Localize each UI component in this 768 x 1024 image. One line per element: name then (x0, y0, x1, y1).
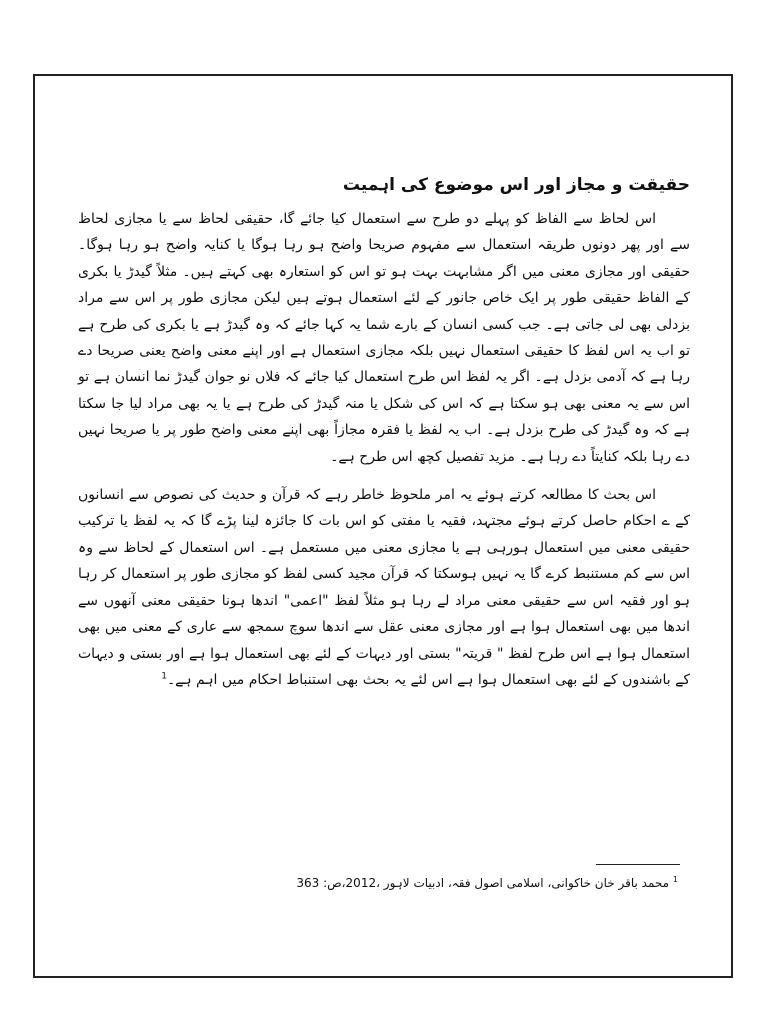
paragraph-2-text: اس بحث کا مطالعہ کرتے ہوئے یہ امر ملحوظ خاطر رہے کہ قرآن و حدیث کی نصوص سے انسانوں کے ے احکام حاصل کرتے ہوئے مجتہد، فقیہ یا مفتی کو اس بات کا جائزہ لینا پڑے گا کہ یہ لفظ یا ترکیب حقیقی معنی میں استعمال ہورہی ہے یا مجازی معنی میں مستعمل ہے۔ اس استعمال کے لحاظ سے وہ اس سے کم مستنبط کرے گا یہ نہیں ہوسکتا کہ قرآن مجید کسی لفظ کو مجازی طور پر استعمال کر رہا ہو اور فقیہ اس سے حقیقی معنی مراد لے رہا ہو مثلاً لفظ "اعمی" اندھا ہونا حقیقی معنی آنھوں سے اندھا میں بھی استعمال ہوا ہے اور مجازی معنی عقل سے اندھا سوچ سمجھ سے عاری کے معنی میں بھی استعمال ہوا ہے اس طرح لفظ " قریتہ" بستی اور دیہات کے لئے بھی استعمال ہوا ہے اور بستی و دیہات کے باشندوں کے لئے بھی استعمال ہوا ہے اس لئے یہ بحث بھی استنباط احکام میں اہم ہے۔ (78, 487, 690, 688)
paragraph-1-text: اس لحاظ سے الفاظ کو پہلے دو طرح سے استعمال کیا جائے گا، حقیقی لحاظ سے یا مجازی لحاظ سے اور پھر دونوں طریقہ استعمال سے مفہوم صریحا واضح ہو رہا ہوگا یا کنایہ واضح ہو رہا ہوگا۔ حقیقی اور مجازی معنی میں اگر مشابہت بہت ہو تو اس کو استعارہ بھی کہتے ہیں۔ مثلاً گیدڑ یا بکری کے الفاظ حقیقی طور پر ایک خاص جانور کے لئے استعمال ہوتے ہیں لیکن مجازی طور پر اس سے مراد بزدلی بھی لی جاتی ہے۔ جب کسی انسان کے بارے شما یہ کہا جائے کہ وہ گیدڑ ہے یا بکری کی طرح ہے تو اب یہ اس لفظ کا حقیقی استعمال نہیں بلکہ مجازی استعمال ہے اور اپنے معنی واضح یعنی صریحا دے رہا ہے کہ آدمی بزدل ہے۔ اگر یہ لفظ اس طرح استعمال کیا جائے کہ فلاں نو جوان گیدڑ نما انسان ہے تو اس سے یہ معنی بھی ہو سکتا ہے کہ اس کی شکل یا منہ گیدڑ کی طرح ہے یا یہ بھی مراد لیا جا سکتا ہے کہ وہ گیدڑ کی طرح بزدل ہے۔ اب یہ لفظ یا فقرہ مجازاً بھی اپنے معنی واضح طور پر یا صریحا نہیں دے رہا بلکہ کنایتاً دے رہا ہے۔ مزید تفصیل کچھ اس طرح ہے۔ (78, 211, 690, 465)
footnote (250, 873, 678, 893)
footnote-reference[interactable]: 1 (161, 671, 167, 682)
footnote-separator (596, 864, 680, 865)
paragraph-1 (78, 206, 690, 470)
paragraph-2 (78, 482, 690, 693)
document-body (78, 172, 690, 693)
section-heading: حقیقت و مجاز اور اس موضوع کی اہمیت (342, 175, 690, 195)
footnote-text: محمد باقر خان خاکوانی، اسلامی اصول فقہ، ادبیات لاہور ،2012،ص: 363 (296, 876, 670, 890)
footnote-number: 1 (672, 875, 678, 884)
